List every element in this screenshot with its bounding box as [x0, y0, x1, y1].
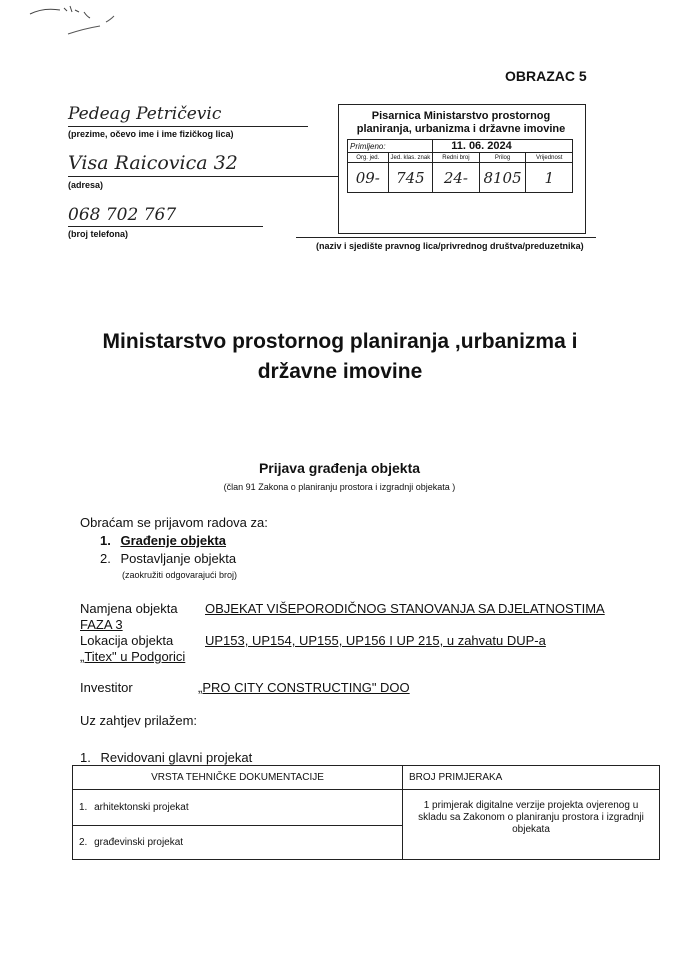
legal-entity-caption: (naziv i sjedište pravnog lica/privrednog društva/preduzetnika) — [316, 241, 584, 251]
location-label: Lokacija objekta — [80, 633, 174, 648]
applicant-address-caption: (adresa) — [68, 180, 104, 190]
stamp-col-vrijednost: Vrijednost — [526, 153, 573, 163]
applicant-address: Visa Raicovica 32 — [68, 152, 338, 177]
stamp-val-klas: 745 — [388, 163, 433, 193]
attach-item — [80, 750, 252, 765]
purpose-value: OBJEKAT VIŠEPORODIČNOG STANOVANJA SA DJELATNOSTIMA — [205, 601, 605, 616]
stamp-col-prilog: Prilog — [479, 153, 526, 163]
options-note: (zaokružiti odgovarajući broj) — [122, 570, 238, 580]
attach-item-num: 1. — [80, 750, 91, 765]
option-1-label: Građenje objekta — [120, 533, 226, 548]
attach-intro: Uz zahtjev prilažem: — [80, 713, 198, 728]
doc-row-2 — [73, 826, 403, 860]
applicant-phone: 068 702 767 — [68, 205, 263, 227]
registry-stamp — [338, 104, 586, 234]
stamp-val-org: 09- — [348, 163, 389, 193]
purpose-label: Namjena objekta — [80, 601, 178, 616]
stamp-title: Pisarnica Ministarstvo prostornog planiranja, urbanizma i državne imovine — [356, 110, 566, 135]
stamp-val-prilog: 8105 — [479, 163, 526, 193]
investor-label: Investitor — [80, 680, 133, 695]
ministry-title: Ministarstvo prostornog planiranja ,urbanizma i državne imovine — [102, 330, 578, 383]
scribble-marks — [28, 4, 138, 44]
location-value: UP153, UP154, UP155, UP156 I UP 215, u zahvatu DUP-a — [205, 633, 546, 648]
doc-row-1-label: arhitektonski projekat — [94, 802, 189, 813]
option-2 — [100, 551, 236, 566]
intro-text: Obraćam se prijavom radova za: — [80, 515, 268, 530]
applicant-name-caption: (prezime, očevo ime i ime fizičkog lica) — [68, 129, 234, 139]
stamp-received-label: Primljeno: — [350, 141, 386, 151]
investor-value: „PRO CITY CONSTRUCTING" DOO — [198, 680, 410, 695]
legal-entity-line — [296, 237, 596, 238]
stamp-val-redni: 24- — [433, 163, 479, 193]
doc-row-2-num: 2. — [79, 837, 88, 848]
option-2-label: Postavljanje objekta — [120, 551, 237, 566]
doc-row-1-num: 1. — [79, 802, 88, 813]
doc-col2-header: BROJ PRIMJERAKA — [403, 766, 660, 790]
stamp-grid — [347, 139, 573, 193]
doc-table — [72, 765, 660, 860]
option-1-num: 1. — [100, 533, 111, 548]
option-2-num: 2. — [100, 551, 111, 566]
applicant-name: Pedeag Petričevic — [68, 104, 308, 127]
section-subtitle: (član 91 Zakona o planiranju prostora i izgradnji objekata ) — [223, 482, 456, 492]
stamp-col-klas: Jed. klas. znak — [388, 153, 433, 163]
doc-row-2-label: građevinski projekat — [94, 837, 184, 848]
stamp-col-org: Org. jed. — [348, 153, 389, 163]
stamp-received-date: 11. 06. 2024 — [451, 140, 512, 152]
option-1 — [100, 533, 226, 548]
stamp-col-redni: Redni broj — [433, 153, 479, 163]
section-title: Prijava građenja objekta — [258, 460, 421, 476]
stamp-val-vrijednost: 1 — [526, 163, 573, 193]
doc-col1-header: VRSTA TEHNIČKE DOKUMENTACIJE — [73, 766, 403, 790]
location-cont: „Titex" u Podgorici — [80, 649, 186, 664]
attach-item-label: Revidovani glavni projekat — [100, 750, 253, 765]
doc-row-1 — [73, 790, 403, 826]
doc-copies-note: 1 primjerak digitalne verzije projekta ovjerenog u skladu sa Zakonom o planiranju prostora i izgradnji objekata — [403, 790, 660, 860]
form-code: OBRAZAC 5 — [505, 68, 587, 84]
purpose-cont: FAZA 3 — [80, 617, 123, 632]
applicant-phone-caption: (broj telefona) — [68, 229, 128, 239]
